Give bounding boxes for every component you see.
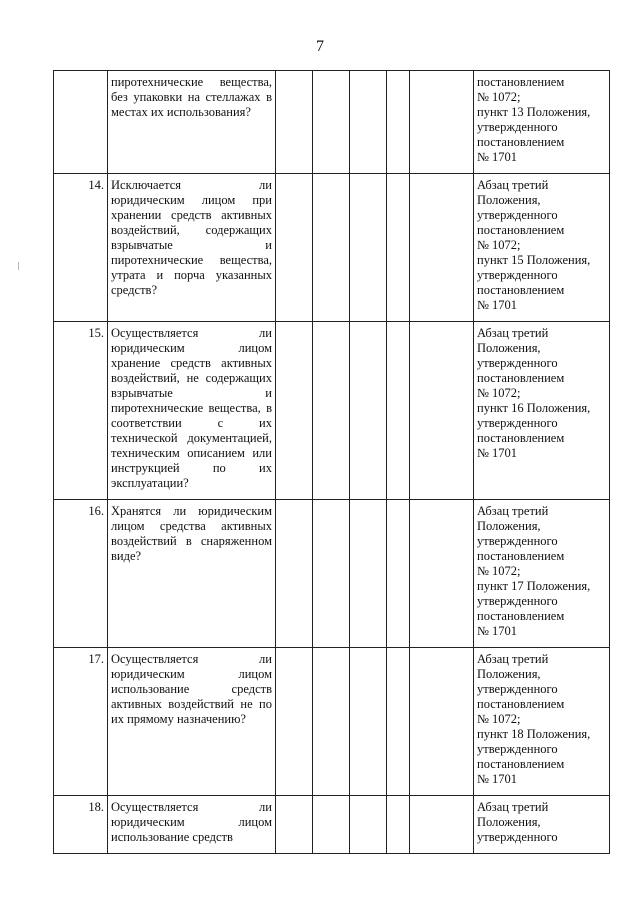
answer-cell xyxy=(410,500,474,648)
answer-cell xyxy=(350,174,387,322)
answer-cell xyxy=(313,648,350,796)
table-row xyxy=(54,500,610,648)
table-row xyxy=(54,71,610,174)
question-cell: Исключается ли юридическим лицом при хранении средств активных воздействий, содержащих взрывчатые и пиротехнические вещества, утрата и порча указанных средств? xyxy=(108,174,276,322)
answer-cell xyxy=(410,322,474,500)
row-number xyxy=(54,71,108,174)
answer-cell xyxy=(313,322,350,500)
answer-cell xyxy=(276,71,313,174)
answer-cell xyxy=(313,71,350,174)
margin-mark xyxy=(18,262,19,270)
answer-cell xyxy=(410,648,474,796)
row-number: 18. xyxy=(54,796,108,854)
row-number: 17. xyxy=(54,648,108,796)
legal-basis-cell: постановлением № 1072; пункт 13 Положения, утвержденного постановлением № 1701 xyxy=(474,71,610,174)
question-cell: Осуществляется ли юридическим лицом хранение средств активных воздействий, не содержащих взрывчатые и пиротехнические вещества, в соответствии с их технической документацией, техническим описанием или инструкцией по их эксплуатации? xyxy=(108,322,276,500)
answer-cell xyxy=(350,71,387,174)
answer-cell xyxy=(313,174,350,322)
answer-cell xyxy=(276,500,313,648)
page-number: 7 xyxy=(316,38,324,55)
answer-cell xyxy=(350,796,387,854)
row-number: 14. xyxy=(54,174,108,322)
row-number: 15. xyxy=(54,322,108,500)
checklist-rows xyxy=(54,71,610,854)
answer-cell xyxy=(350,500,387,648)
table-row xyxy=(54,648,610,796)
answer-cell xyxy=(276,174,313,322)
answer-cell xyxy=(276,648,313,796)
question-cell: Осуществляется ли юридическим лицом использование средств xyxy=(108,796,276,854)
answer-cell xyxy=(276,796,313,854)
answer-cell xyxy=(387,322,410,500)
answer-cell xyxy=(410,796,474,854)
table-row xyxy=(54,322,610,500)
question-cell: Хранятся ли юридическим лицом средства активных воздействий в снаряженном виде? xyxy=(108,500,276,648)
answer-cell xyxy=(410,71,474,174)
answer-cell xyxy=(387,174,410,322)
answer-cell xyxy=(387,500,410,648)
answer-cell xyxy=(350,648,387,796)
question-cell: пиротехнические вещества, без упаковки на стеллажах в местах их использования? xyxy=(108,71,276,174)
question-cell: Осуществляется ли юридическим лицом использование средств активных воздействий не по их прямому назначению? xyxy=(108,648,276,796)
answer-cell xyxy=(410,174,474,322)
answer-cell xyxy=(387,71,410,174)
table-row xyxy=(54,174,610,322)
legal-basis-cell: Абзац третий Положения, утвержденного постановлением № 1072; пункт 18 Положения, утвержденного постановлением № 1701 xyxy=(474,648,610,796)
legal-basis-cell: Абзац третий Положения, утвержденного xyxy=(474,796,610,854)
answer-cell xyxy=(276,322,313,500)
legal-basis-cell: Абзац третий Положения, утвержденного постановлением № 1072; пункт 15 Положения, утвержденного постановлением № 1701 xyxy=(474,174,610,322)
answer-cell xyxy=(313,796,350,854)
legal-basis-cell: Абзац третий Положения, утвержденного постановлением № 1072; пункт 16 Положения, утвержденного постановлением № 1701 xyxy=(474,322,610,500)
answer-cell xyxy=(387,796,410,854)
legal-basis-cell: Абзац третий Положения, утвержденного постановлением № 1072; пункт 17 Положения, утвержденного постановлением № 1701 xyxy=(474,500,610,648)
checklist-table xyxy=(53,70,610,854)
answer-cell xyxy=(313,500,350,648)
table-row xyxy=(54,796,610,854)
row-number: 16. xyxy=(54,500,108,648)
answer-cell xyxy=(387,648,410,796)
answer-cell xyxy=(350,322,387,500)
